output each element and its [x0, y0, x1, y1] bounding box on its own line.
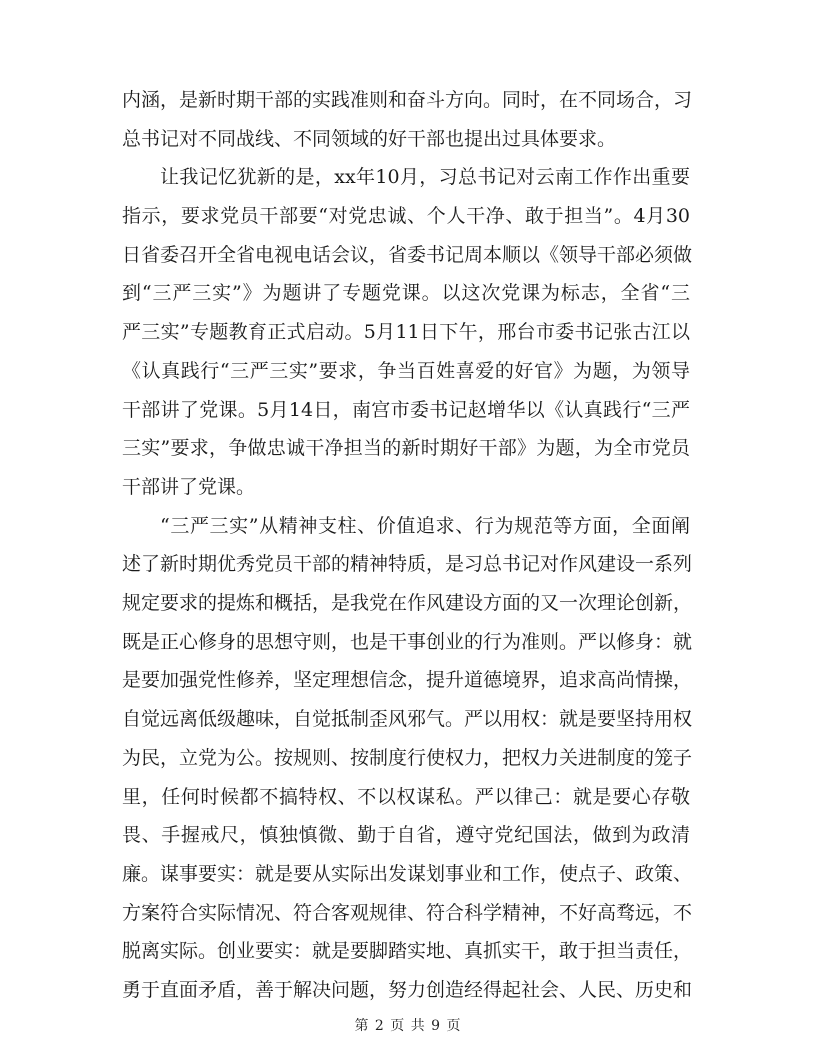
paragraph-line: “三严三实”从精神支柱、价值追求、行为规范等方面，全面阐 [160, 515, 690, 537]
paragraph-line: 述了新时期优秀党员干部的精神特质，是习总书记对作风建设一系列 [122, 553, 693, 575]
paragraph-line: 让我记忆犹新的是，xx年10月，习总书记对云南工作作出重要 [160, 166, 690, 188]
paragraph-line: 自觉远离低级趣味，自觉抵制歪风邪气。严以用权：就是要坚持用权 [122, 708, 693, 730]
paragraph-line: 为民，立党为公。按规则、按制度行使权力，把权力关进制度的笼子 [122, 747, 693, 769]
paragraph-line: 严三实”专题教育正式启动。5月11日下午，邢台市委书记张古江以 [122, 321, 690, 343]
paragraph-line: 内涵，是新时期干部的实践准则和奋斗方向。同时，在不同场合，习 [122, 89, 693, 111]
paragraph-line: 畏、手握戒尺，慎独慎微、勤于自省，遵守党纪国法，做到为政清 [122, 824, 690, 846]
paragraph-line: 既是正心修身的思想守则，也是干事创业的行为准则。严以修身：就 [122, 631, 693, 653]
paragraph-line: 三实”要求，争做忠诚干净担当的新时期好干部》为题，为全市党员 [122, 437, 690, 459]
paragraph-line: 干部讲了党课。5月14日，南宫市委书记赵增华以《认真践行“三严 [122, 399, 690, 421]
paragraph-line: 里，任何时候都不搞特权、不以权谋私。严以律己：就是要心存敬 [122, 786, 690, 808]
paragraph-line: 干部讲了党课。 [122, 476, 256, 498]
paragraph-line: 方案符合实际情况、符合客观规律、符合科学精神，不好高骛远，不 [122, 902, 693, 924]
paragraph-line: 脱离实际。创业要实：就是要脚踏实地、真抓实干，敢于担当责任， [122, 940, 693, 962]
page-number-footer: 第 2 页 共 9 页 [354, 1018, 462, 1034]
paragraph-line: 是要加强党性修养，坚定理想信念，提升道德境界，追求高尚情操， [122, 669, 693, 691]
paragraph-line: 总书记对不同战线、不同领域的好干部也提出过具体要求。 [122, 128, 617, 150]
paragraph-line: 《认真践行“三严三实”要求，争当百姓喜爱的好官》为题，为领导 [122, 360, 690, 382]
paragraph-line: 到“三严三实”》为题讲了专题党课。以这次党课为标志，全省“三 [122, 282, 690, 304]
paragraph-line: 日省委召开全省电视电话会议，省委书记周本顺以《领导干部必须做 [122, 244, 693, 266]
paragraph-line: 廉。谋事要实：就是要从实际出发谋划事业和工作，使点子、政策、 [122, 863, 693, 885]
paragraph-line: 指示，要求党员干部要“对党忠诚、个人干净、敢于担当”。4月30 [122, 205, 690, 227]
paragraph-line: 规定要求的提炼和概括，是我党在作风建设方面的又一次理论创新， [122, 592, 693, 614]
paragraph-line: 勇于直面矛盾，善于解决问题，努力创造经得起社会、人民、历史和 [122, 979, 693, 1001]
